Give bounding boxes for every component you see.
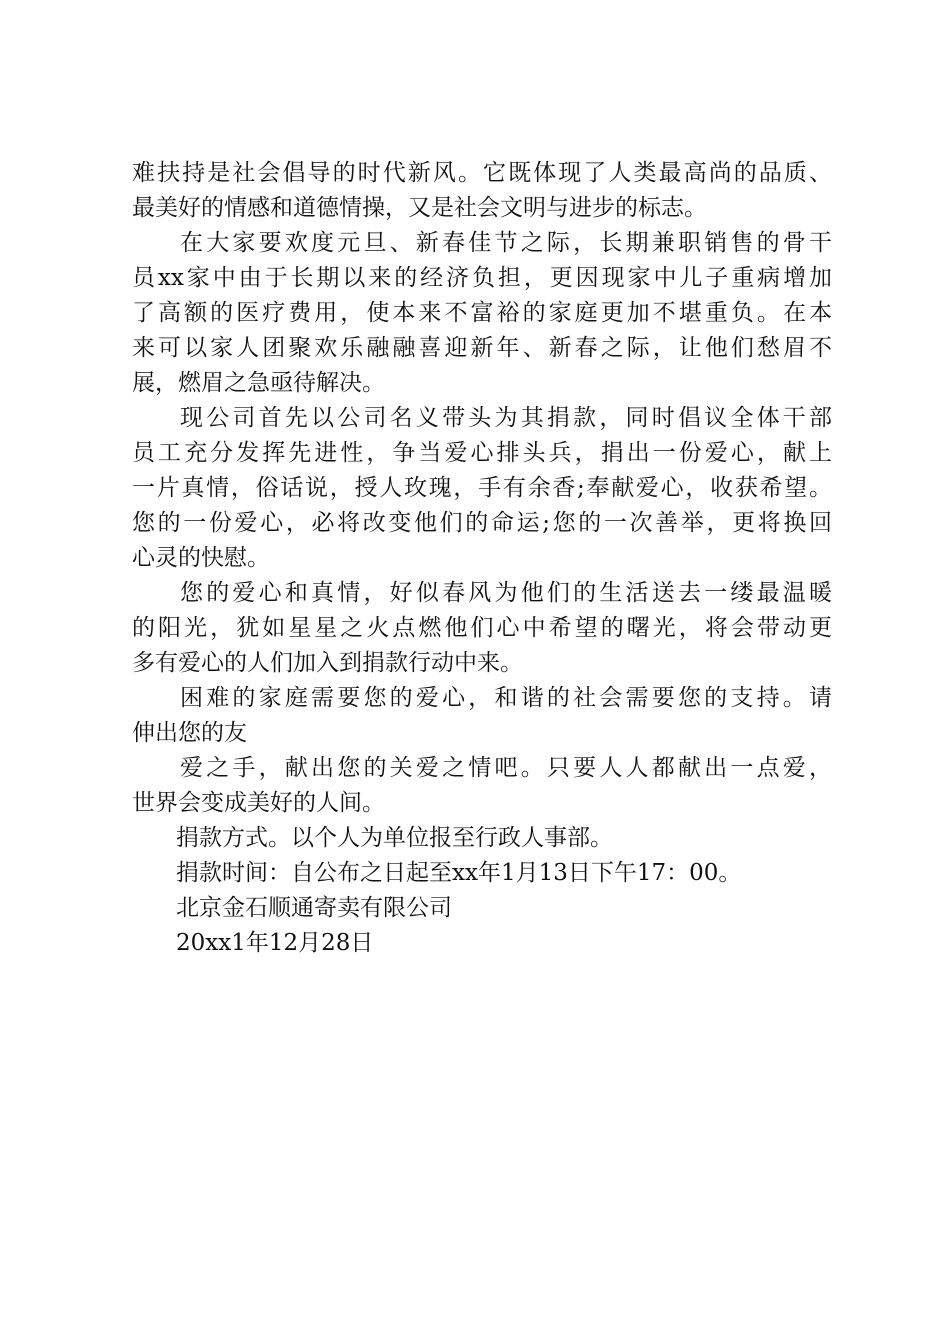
document-body <box>132 156 832 961</box>
text-line: 您的一份爱心，必将改变他们的命运;您的一次善举，更将换回 <box>132 510 832 536</box>
text-line: 难扶持是社会倡导的时代新风。它既体现了人类最高尚的品质、 <box>132 160 832 186</box>
paragraph-first-line: 在大家要欢度元旦、新春佳节之际，长期兼职销售的骨干 <box>180 230 832 256</box>
text-line: 心灵的快慰。 <box>132 545 270 571</box>
text-line: 一片真情，俗话说，授人玫瑰，手有余香;奉献爱心，收获希望。 <box>132 475 832 501</box>
company-name: 北京金石顺通寄卖有限公司 <box>176 895 452 921</box>
donation-deadline: 捐款时间：自公布之日起至xx年1月13日下午17：00。 <box>176 860 742 886</box>
text-line: 的阳光，犹如星星之火点燃他们心中希望的曙光，将会带动更 <box>132 615 832 641</box>
text-line: 最美好的情感和道德情操，又是社会文明与进步的标志。 <box>132 195 707 221</box>
paragraph-first-line: 您的爱心和真情，好似春风为他们的生活送去一缕最温暖 <box>180 580 832 606</box>
text-line: 世界会变成美好的人间。 <box>132 790 385 816</box>
donation-method: 捐款方式。以个人为单位报至行政人事部。 <box>176 825 613 851</box>
text-line: 员xx家中由于长期以来的经济负担，更因现家中儿子重病增加 <box>132 265 832 291</box>
text-line: 了高额的医疗费用，使本来不富裕的家庭更加不堪重负。在本 <box>132 300 832 326</box>
paragraph-first-line: 爱之手，献出您的关爱之情吧。只要人人都献出一点爱， <box>180 755 832 781</box>
text-line: 展，燃眉之急亟待解决。 <box>132 370 385 396</box>
paragraph-first-line: 困难的家庭需要您的爱心，和谐的社会需要您的支持。请 <box>180 685 832 711</box>
text-line: 多有爱心的人们加入到捐款行动中来。 <box>132 650 523 676</box>
paragraph-first-line: 现公司首先以公司名义带头为其捐款，同时倡议全体干部 <box>180 405 832 431</box>
text-line: 来可以家人团聚欢乐融融喜迎新年、新春之际，让他们愁眉不 <box>132 335 832 361</box>
text-line: 员工充分发挥先进性，争当爱心排头兵，捐出一份爱心，献上 <box>132 440 832 466</box>
document-date: 20xx1年12月28日 <box>176 930 374 956</box>
text-line: 伸出您的友 <box>132 720 247 746</box>
